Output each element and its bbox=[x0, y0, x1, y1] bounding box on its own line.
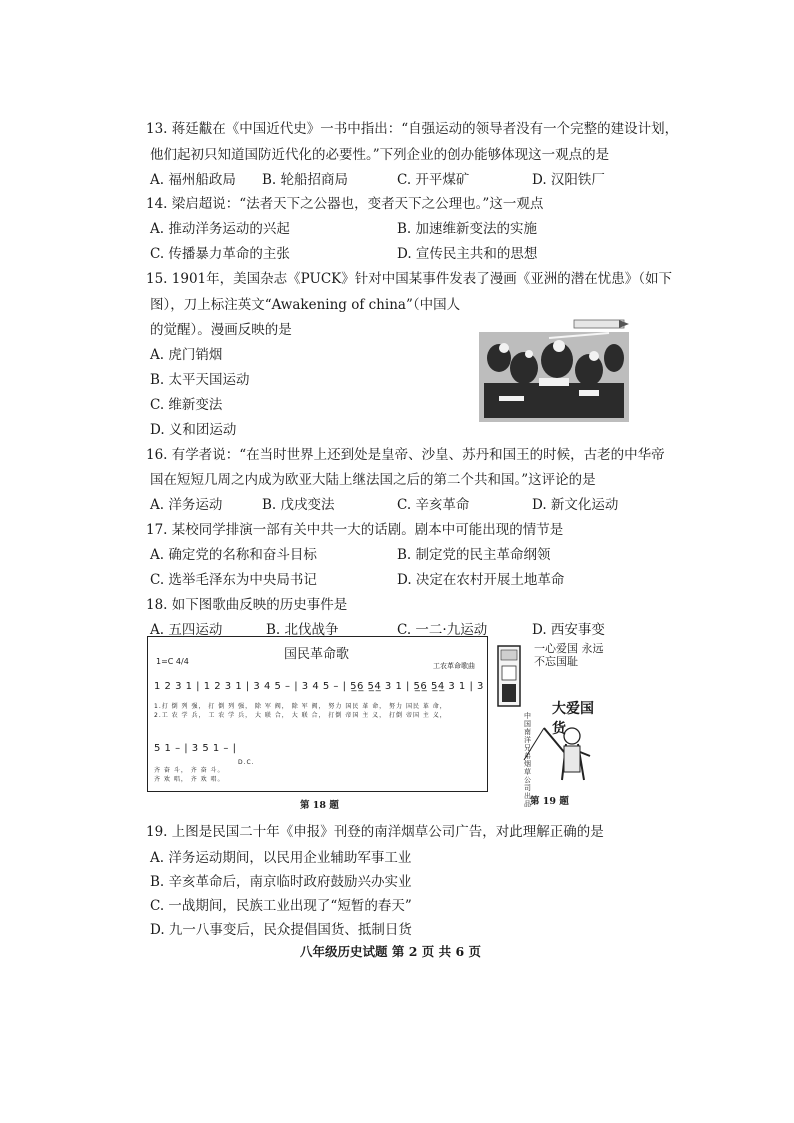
song-subtitle: 工农革命歌曲 bbox=[433, 662, 475, 670]
q15-line2: 图），刀上标注英文“Awakening of china”（中国人 bbox=[150, 297, 461, 313]
q14-option-c: C. 传播暴力革命的主张 bbox=[150, 246, 290, 262]
q13-option-d: D. 汉阳铁厂 bbox=[532, 172, 605, 188]
q13-option-a: A. 福州船政局 bbox=[150, 172, 236, 188]
q13-line2: 他们起初只知道国防近代化的必要性。”下列企业的创办能够体现这一观点的是 bbox=[150, 147, 610, 163]
q14-option-d: D. 宣传民主共和的思想 bbox=[397, 246, 538, 262]
caption-q18: 第 18 题 bbox=[300, 800, 339, 811]
q15-option-c: C. 维新变法 bbox=[150, 397, 223, 413]
q18-option-c: C. 一二·九运动 bbox=[397, 622, 488, 638]
song-dc-mark: D.C. bbox=[238, 759, 255, 766]
q16-option-b: B. 戊戌变法 bbox=[262, 497, 335, 513]
ad-top-text: 一心爱国 永远不忘国耻 bbox=[534, 642, 604, 668]
song-lyrics-row1a: 1.打 倒 列 强， 打 倒 列 强， 除 军 阀， 除 军 阀， 努力 国民 革 命， 努力 国民 革 命， bbox=[154, 703, 447, 710]
song-lyrics-row1b: 2.工 农 学 兵， 工 农 学 兵， 大 联 合， 大 联 合， 打倒 帝国 主 义， 打倒 帝国 主 义， bbox=[154, 712, 447, 719]
song-score-figure bbox=[147, 636, 488, 792]
caption-q19: 第 19 题 bbox=[530, 796, 569, 807]
song-notes-row2: 5 1 – | 3 5 1 – | bbox=[154, 743, 237, 754]
song-title: 国民革命歌 bbox=[284, 647, 350, 662]
q13-line1: 13. 蒋廷黻在《中国近代史》一书中指出：“自强运动的领导者没有一个完整的建设计划， bbox=[146, 121, 679, 137]
q18-option-a: A. 五四运动 bbox=[150, 622, 223, 638]
q19-option-b: B. 辛亥革命后，南京临时政府鼓励兴办实业 bbox=[150, 874, 412, 890]
q19-option-c: C. 一战期间，民族工业出现了“短暂的春天” bbox=[150, 898, 412, 914]
page-footer: 八年级历史试题 第 2 页 共 6 页 bbox=[300, 944, 482, 959]
q13-option-c: C. 开平煤矿 bbox=[397, 172, 470, 188]
q15-option-a: A. 虎门销烟 bbox=[150, 347, 223, 363]
q17-option-a: A. 确定党的名称和奋斗目标 bbox=[150, 547, 317, 563]
q16-option-d: D. 新文化运动 bbox=[532, 497, 619, 513]
q16-option-a: A. 洋务运动 bbox=[150, 497, 223, 513]
song-key: 1=C 4/4 bbox=[156, 657, 189, 666]
q15-option-d: D. 义和团运动 bbox=[150, 422, 237, 438]
q17-option-c: C. 选举毛泽东为中央局书记 bbox=[150, 572, 317, 588]
q15-line1: 15. 1901年，美国杂志《PUCK》针对中国某事件发表了漫画《亚洲的潜在忧患》（如下 bbox=[146, 271, 673, 287]
q16-line1: 16. 有学者说：“在当时世界上还到处是皇帝、沙皇、苏丹和国王的时候，古老的中华帝 bbox=[146, 447, 665, 463]
q14-option-b: B. 加速维新变法的实施 bbox=[397, 221, 538, 237]
q15-line3: 的觉醒）。漫画反映的是 bbox=[150, 322, 292, 338]
q19-line1: 19. 上图是民国二十年《申报》刊登的南洋烟草公司广告，对此理解正确的是 bbox=[146, 824, 604, 840]
q18-option-d: D. 西安事变 bbox=[532, 622, 605, 638]
q17-option-b: B. 制定党的民主革命纲领 bbox=[397, 547, 551, 563]
q19-option-a: A. 洋务运动期间，以民用企业辅助军事工业 bbox=[150, 850, 412, 866]
puck-cartoon-image bbox=[479, 318, 629, 422]
song-lyrics-row2b: 齐 欢 唱， 齐 欢 唱。 bbox=[154, 776, 225, 783]
q18-option-b: B. 北伐战争 bbox=[266, 622, 339, 638]
q19-option-d: D. 九一八事变后，民众提倡国货、抵制日货 bbox=[150, 922, 412, 938]
q14-option-a: A. 推动洋务运动的兴起 bbox=[150, 221, 290, 237]
ad-slogan: 大爱国货 bbox=[552, 701, 594, 737]
q14-line1: 14. 梁启超说：“法者天下之公器也，变者天下之公理也。”这一观点 bbox=[146, 196, 544, 212]
q16-option-c: C. 辛亥革命 bbox=[397, 497, 470, 513]
q13-option-b: B. 轮船招商局 bbox=[262, 172, 349, 188]
q15-option-b: B. 太平天国运动 bbox=[150, 372, 250, 388]
ad-side-text: 中国南洋兄弟烟草公司出品 bbox=[524, 712, 531, 808]
q17-option-d: D. 决定在农村开展土地革命 bbox=[397, 572, 565, 588]
song-notes-row1: 1 2 3 1 | 1 2 3 1 | 3 4 5 – | 3 4 5 – | 5̲6̲ 5̲4̲ 3 1 | 5̲6̲ 5̲4̲ 3 1 | 3 bbox=[154, 681, 484, 692]
q17-line1: 17. 某校同学排演一部有关中共一大的话剧。剧本中可能出现的情节是 bbox=[146, 522, 564, 538]
q18-line1: 18. 如下图歌曲反映的历史事件是 bbox=[146, 597, 348, 613]
song-lyrics-row2a: 齐 奋 斗， 齐 奋 斗。 bbox=[154, 767, 225, 774]
q16-line2: 国在短短几周之内成为欧亚大陆上继法国之后的第二个共和国。”这评论的是 bbox=[150, 472, 596, 488]
